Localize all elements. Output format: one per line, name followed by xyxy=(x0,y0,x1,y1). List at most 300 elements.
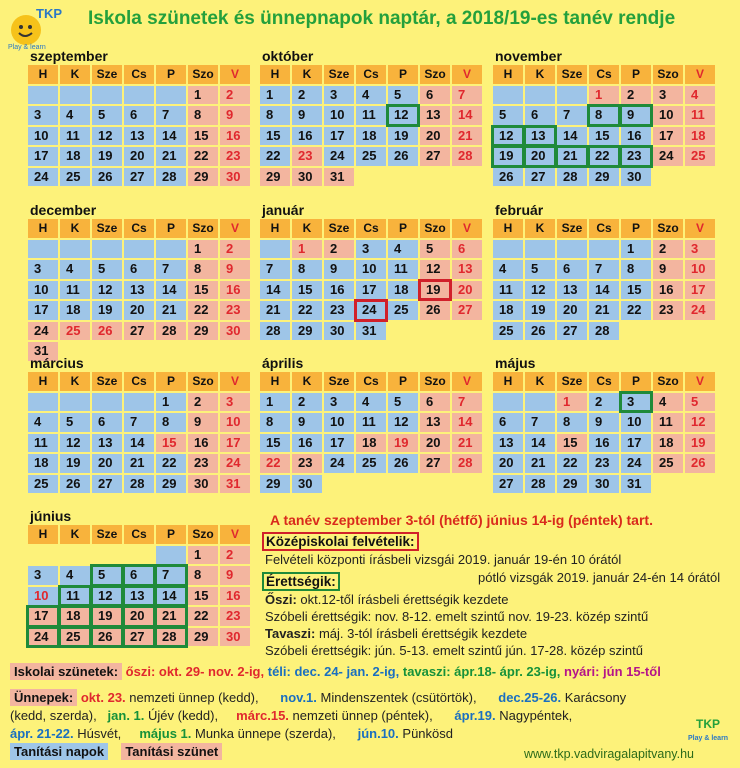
weekday-header: Sze xyxy=(92,525,122,544)
day-cell: 19 xyxy=(525,301,555,320)
day-cell: 23 xyxy=(292,147,322,166)
day-cell: 1 xyxy=(188,240,218,259)
tkp-logo-small-sub: Play & learn xyxy=(688,735,729,742)
day-cell: 8 xyxy=(260,106,290,125)
day-cell: 9 xyxy=(621,106,651,125)
day-cell: 19 xyxy=(420,281,450,300)
day-cell: 14 xyxy=(156,281,186,300)
day-cell: 27 xyxy=(92,475,122,494)
weekday-header: H xyxy=(28,525,58,544)
month-június xyxy=(28,508,250,646)
day-cell: 31 xyxy=(621,475,651,494)
empty-cell xyxy=(60,546,90,565)
day-cell: 20 xyxy=(124,301,154,320)
day-cell: 8 xyxy=(589,106,619,125)
szunet-tavaszi: tavaszi: ápr.18- ápr. 23-ig, xyxy=(402,664,561,679)
erett-oszi xyxy=(265,592,509,607)
month-name: szeptember xyxy=(30,48,108,64)
month-name: március xyxy=(30,355,84,371)
day-cell: 6 xyxy=(420,393,450,412)
day-cell: 10 xyxy=(324,413,354,432)
day-cell: 26 xyxy=(92,168,122,187)
day-cell: 14 xyxy=(124,434,154,453)
day-cell: 17 xyxy=(324,434,354,453)
day-cell: 21 xyxy=(124,454,154,473)
weekday-header: H xyxy=(260,65,290,84)
day-cell: 6 xyxy=(92,413,122,432)
day-cell: 17 xyxy=(28,607,58,626)
day-cell: 7 xyxy=(525,413,555,432)
day-cell: 2 xyxy=(589,393,619,412)
weekday-header: H xyxy=(493,219,523,238)
empty-cell xyxy=(124,546,154,565)
weekday-header: Szo xyxy=(188,65,218,84)
day-cell: 22 xyxy=(156,454,186,473)
empty-cell xyxy=(493,240,523,259)
erett-oszi-text: okt.12-től írásbeli érettségik kezdete xyxy=(296,592,509,607)
weekday-header: K xyxy=(60,525,90,544)
unnepek-segment: Mindenszentek (csütörtök), xyxy=(316,690,477,705)
day-cell: 4 xyxy=(356,393,386,412)
tkp-logo xyxy=(4,2,64,50)
weekday-header: Sze xyxy=(324,372,354,391)
weekday-header: H xyxy=(28,65,58,84)
day-cell: 14 xyxy=(452,413,482,432)
day-cell: 13 xyxy=(493,434,523,453)
weekday-header: V xyxy=(452,65,482,84)
day-cell: 14 xyxy=(156,587,186,606)
day-cell: 2 xyxy=(292,393,322,412)
day-cell: 24 xyxy=(324,147,354,166)
day-cell: 30 xyxy=(220,322,250,341)
day-cell: 25 xyxy=(653,454,683,473)
weekday-header: P xyxy=(156,65,186,84)
month-május xyxy=(493,355,715,493)
weekday-header: V xyxy=(685,219,715,238)
day-cell: 30 xyxy=(220,628,250,647)
empty-cell xyxy=(124,393,154,412)
day-cell: 10 xyxy=(356,260,386,279)
day-cell: 21 xyxy=(156,147,186,166)
day-cell: 10 xyxy=(653,106,683,125)
day-cell: 18 xyxy=(60,301,90,320)
day-cell: 30 xyxy=(292,168,322,187)
day-cell: 30 xyxy=(292,475,322,494)
day-cell: 15 xyxy=(557,434,587,453)
day-cell: 20 xyxy=(420,127,450,146)
month-grid xyxy=(260,372,482,493)
day-cell: 9 xyxy=(292,413,322,432)
day-cell: 23 xyxy=(220,147,250,166)
month-grid xyxy=(493,65,715,186)
day-cell: 22 xyxy=(589,147,619,166)
month-grid xyxy=(260,219,482,340)
day-cell: 7 xyxy=(156,106,186,125)
unnepek-segment: nemzeti ünnep (kedd), xyxy=(125,690,259,705)
day-cell: 28 xyxy=(525,475,555,494)
weekday-header: K xyxy=(292,65,322,84)
day-cell: 21 xyxy=(156,301,186,320)
day-cell: 12 xyxy=(60,434,90,453)
day-cell: 1 xyxy=(292,240,322,259)
weekday-header: V xyxy=(220,219,250,238)
day-cell: 12 xyxy=(388,413,418,432)
day-cell: 25 xyxy=(28,475,58,494)
unnepek-l1 xyxy=(81,690,626,705)
erett-tavaszi-text: máj. 3-tól írásbeli érettségik kezdete xyxy=(315,626,528,641)
day-cell: 18 xyxy=(493,301,523,320)
day-cell: 7 xyxy=(557,106,587,125)
empty-cell xyxy=(60,393,90,412)
day-cell: 1 xyxy=(156,393,186,412)
day-cell: 2 xyxy=(621,86,651,105)
day-cell: 21 xyxy=(557,147,587,166)
day-cell: 28 xyxy=(260,322,290,341)
weekday-header: Szo xyxy=(188,372,218,391)
day-cell: 31 xyxy=(356,322,386,341)
day-cell: 21 xyxy=(156,607,186,626)
day-cell: 25 xyxy=(388,301,418,320)
day-cell: 27 xyxy=(124,628,154,647)
day-cell: 19 xyxy=(60,454,90,473)
empty-cell xyxy=(493,393,523,412)
day-cell: 13 xyxy=(525,127,555,146)
weekday-header: K xyxy=(60,219,90,238)
day-cell: 5 xyxy=(60,413,90,432)
weekday-header: P xyxy=(388,219,418,238)
day-cell: 13 xyxy=(557,281,587,300)
unnepek-segment: jan. 1. xyxy=(96,708,145,723)
weekday-header: K xyxy=(60,372,90,391)
day-cell: 14 xyxy=(525,434,555,453)
day-cell: 23 xyxy=(653,301,683,320)
day-cell: 5 xyxy=(388,86,418,105)
month-name: április xyxy=(262,355,304,371)
day-cell: 21 xyxy=(452,434,482,453)
day-cell: 7 xyxy=(452,393,482,412)
unnepek-segment: május 1. xyxy=(121,726,192,741)
day-cell: 24 xyxy=(653,147,683,166)
month-grid xyxy=(28,525,250,646)
day-cell: 5 xyxy=(92,566,122,585)
empty-cell xyxy=(156,546,186,565)
day-cell: 24 xyxy=(324,454,354,473)
day-cell: 11 xyxy=(28,434,58,453)
day-cell: 11 xyxy=(685,106,715,125)
day-cell: 27 xyxy=(452,301,482,320)
day-cell: 10 xyxy=(685,260,715,279)
unnepek-segment: Nagypéntek, xyxy=(495,708,573,723)
day-cell: 8 xyxy=(188,566,218,585)
unnepek-segment: ápr. 21-22. xyxy=(10,726,74,741)
erett-oszi-label: Őszi: xyxy=(265,592,297,607)
day-cell: 18 xyxy=(60,607,90,626)
szunetek-row xyxy=(10,664,661,679)
weekday-header: K xyxy=(60,65,90,84)
day-cell: 20 xyxy=(124,607,154,626)
day-cell: 22 xyxy=(260,147,290,166)
day-cell: 7 xyxy=(589,260,619,279)
day-cell: 1 xyxy=(260,393,290,412)
day-cell: 31 xyxy=(324,168,354,187)
day-cell: 21 xyxy=(525,454,555,473)
day-cell: 4 xyxy=(356,86,386,105)
weekday-header: Sze xyxy=(92,65,122,84)
day-cell: 4 xyxy=(685,86,715,105)
day-cell: 6 xyxy=(124,260,154,279)
day-cell: 19 xyxy=(493,147,523,166)
day-cell: 28 xyxy=(156,322,186,341)
day-cell: 27 xyxy=(557,322,587,341)
weekday-header: Sze xyxy=(92,372,122,391)
day-cell: 26 xyxy=(388,454,418,473)
day-cell: 14 xyxy=(260,281,290,300)
month-szeptember xyxy=(28,48,250,186)
empty-cell xyxy=(92,86,122,105)
day-cell: 28 xyxy=(589,322,619,341)
erett-tavaszi-szobeli: Szóbeli érettségik: jún. 5-13. emelt szintű jún. 17-28. közép szintű xyxy=(265,643,643,658)
website-link[interactable]: www.tkp.vadviragalapitvany.hu xyxy=(524,747,694,761)
weekday-header: P xyxy=(621,219,651,238)
day-cell: 2 xyxy=(324,240,354,259)
day-cell: 27 xyxy=(493,475,523,494)
day-cell: 23 xyxy=(324,301,354,320)
month-grid xyxy=(260,65,482,186)
day-cell: 17 xyxy=(28,301,58,320)
page-title: Iskola szünetek és ünnepnapok naptár, a 2018/19-es tanév rendje xyxy=(88,8,676,29)
empty-cell xyxy=(28,546,58,565)
weekday-header: P xyxy=(156,525,186,544)
weekday-header: V xyxy=(452,219,482,238)
weekday-header: Cs xyxy=(356,65,386,84)
day-cell: 28 xyxy=(557,168,587,187)
day-cell: 3 xyxy=(28,260,58,279)
day-cell: 31 xyxy=(28,342,58,361)
weekday-header: K xyxy=(292,219,322,238)
day-cell: 24 xyxy=(28,628,58,647)
month-grid xyxy=(28,219,250,361)
weekday-header: V xyxy=(220,525,250,544)
empty-cell xyxy=(589,240,619,259)
empty-cell xyxy=(260,240,290,259)
day-cell: 18 xyxy=(685,127,715,146)
day-cell: 15 xyxy=(621,281,651,300)
empty-cell xyxy=(28,240,58,259)
day-cell: 4 xyxy=(388,240,418,259)
day-cell: 10 xyxy=(28,127,58,146)
day-cell: 12 xyxy=(685,413,715,432)
month-január xyxy=(260,202,482,340)
day-cell: 23 xyxy=(220,301,250,320)
kozep-line2: pótló vizsgák 2019. január 24-én 14 órától xyxy=(478,570,721,585)
day-cell: 29 xyxy=(156,475,186,494)
day-cell: 18 xyxy=(60,147,90,166)
day-cell: 9 xyxy=(589,413,619,432)
day-cell: 16 xyxy=(589,434,619,453)
weekday-header: Szo xyxy=(188,525,218,544)
day-cell: 24 xyxy=(621,454,651,473)
day-cell: 5 xyxy=(685,393,715,412)
empty-cell xyxy=(28,393,58,412)
weekday-header: P xyxy=(621,372,651,391)
weekday-header: Sze xyxy=(92,219,122,238)
day-cell: 8 xyxy=(557,413,587,432)
weekday-header: Szo xyxy=(420,219,450,238)
day-cell: 13 xyxy=(452,260,482,279)
day-cell: 15 xyxy=(260,434,290,453)
day-cell: 17 xyxy=(653,127,683,146)
day-cell: 26 xyxy=(388,147,418,166)
szunet-teli: téli: dec. 24- jan. 2-ig, xyxy=(267,664,400,679)
month-április xyxy=(260,355,482,493)
weekday-header: Cs xyxy=(124,525,154,544)
day-cell: 8 xyxy=(188,106,218,125)
unnepek-line3 xyxy=(10,726,453,741)
day-cell: 25 xyxy=(356,454,386,473)
day-cell: 5 xyxy=(388,393,418,412)
day-cell: 12 xyxy=(493,127,523,146)
month-grid xyxy=(28,372,250,493)
weekday-header: P xyxy=(621,65,651,84)
erett-tavaszi-label: Tavaszi: xyxy=(265,626,316,641)
erett-tavaszi xyxy=(265,626,527,641)
day-cell: 1 xyxy=(188,546,218,565)
day-cell: 22 xyxy=(292,301,322,320)
unnepek-segment: jún.10. xyxy=(335,726,399,741)
tkp-logo-small-text: TKP xyxy=(696,717,721,731)
weekday-header: H xyxy=(493,372,523,391)
day-cell: 16 xyxy=(621,127,651,146)
day-cell: 30 xyxy=(220,168,250,187)
day-cell: 7 xyxy=(156,260,186,279)
day-cell: 4 xyxy=(60,260,90,279)
day-cell: 14 xyxy=(156,127,186,146)
unnepek-segment: Munka ünnepe (szerda), xyxy=(191,726,336,741)
day-cell: 27 xyxy=(525,168,555,187)
day-cell: 25 xyxy=(356,147,386,166)
logo-text: TKP xyxy=(36,6,62,21)
unnepek-segment: nemzeti ünnep (péntek), xyxy=(288,708,433,723)
day-cell: 18 xyxy=(388,281,418,300)
day-cell: 11 xyxy=(653,413,683,432)
day-cell: 19 xyxy=(92,301,122,320)
unnepek-label: Ünnepek: xyxy=(10,689,77,706)
day-cell: 25 xyxy=(685,147,715,166)
day-cell: 30 xyxy=(324,322,354,341)
day-cell: 5 xyxy=(420,240,450,259)
day-cell: 18 xyxy=(356,434,386,453)
month-március xyxy=(28,355,250,493)
day-cell: 1 xyxy=(188,86,218,105)
erett-oszi-szobeli: Szóbeli érettségik: nov. 8-12. emelt szintű nov. 19-23. közép szintű xyxy=(265,609,649,624)
day-cell: 26 xyxy=(92,322,122,341)
day-cell: 10 xyxy=(324,106,354,125)
day-cell: 4 xyxy=(28,413,58,432)
weekday-header: Cs xyxy=(589,65,619,84)
empty-cell xyxy=(92,393,122,412)
day-cell: 15 xyxy=(156,434,186,453)
day-cell: 3 xyxy=(685,240,715,259)
legend-school-days: Tanítási napok xyxy=(10,743,108,760)
day-cell: 14 xyxy=(589,281,619,300)
weekday-header: H xyxy=(28,219,58,238)
day-cell: 5 xyxy=(92,106,122,125)
day-cell: 16 xyxy=(220,281,250,300)
day-cell: 7 xyxy=(260,260,290,279)
day-cell: 22 xyxy=(260,454,290,473)
day-cell: 11 xyxy=(493,281,523,300)
day-cell: 8 xyxy=(621,260,651,279)
day-cell: 17 xyxy=(621,434,651,453)
unnepek-segment: dec.25-26. xyxy=(476,690,562,705)
month-name: január xyxy=(262,202,305,218)
weekday-header: H xyxy=(28,372,58,391)
weekday-header: V xyxy=(452,372,482,391)
day-cell: 26 xyxy=(493,168,523,187)
day-cell: 28 xyxy=(156,628,186,647)
weekday-header: Sze xyxy=(557,219,587,238)
weekday-header: P xyxy=(388,372,418,391)
day-cell: 25 xyxy=(60,628,90,647)
weekday-header: Cs xyxy=(356,372,386,391)
month-október xyxy=(260,48,482,186)
day-cell: 29 xyxy=(260,168,290,187)
day-cell: 9 xyxy=(653,260,683,279)
day-cell: 22 xyxy=(557,454,587,473)
day-cell: 20 xyxy=(124,147,154,166)
day-cell: 23 xyxy=(621,147,651,166)
day-cell: 24 xyxy=(28,322,58,341)
day-cell: 19 xyxy=(92,147,122,166)
day-cell: 26 xyxy=(60,475,90,494)
day-cell: 26 xyxy=(685,454,715,473)
day-cell: 12 xyxy=(92,127,122,146)
day-cell: 10 xyxy=(220,413,250,432)
unnepek-segment: Újév (kedd), xyxy=(144,708,219,723)
day-cell: 15 xyxy=(188,587,218,606)
day-cell: 20 xyxy=(493,454,523,473)
day-cell: 28 xyxy=(156,168,186,187)
unnepek-segment: Pünkösd xyxy=(398,726,453,741)
day-cell: 12 xyxy=(388,106,418,125)
day-cell: 23 xyxy=(220,607,250,626)
day-cell: 11 xyxy=(60,587,90,606)
weekday-header: Szo xyxy=(188,219,218,238)
day-cell: 24 xyxy=(356,301,386,320)
day-cell: 12 xyxy=(92,587,122,606)
weekday-header: Sze xyxy=(324,219,354,238)
day-cell: 19 xyxy=(685,434,715,453)
unnepek-segment: okt. 23. xyxy=(80,690,126,705)
weekday-header: Cs xyxy=(356,219,386,238)
day-cell: 24 xyxy=(685,301,715,320)
day-cell: 19 xyxy=(388,127,418,146)
day-cell: 13 xyxy=(92,434,122,453)
logo-sub: Play & learn xyxy=(8,44,46,51)
day-cell: 11 xyxy=(356,106,386,125)
day-cell: 5 xyxy=(92,260,122,279)
day-cell: 23 xyxy=(292,454,322,473)
month-grid xyxy=(493,219,715,340)
day-cell: 16 xyxy=(292,434,322,453)
weekday-header: Cs xyxy=(124,65,154,84)
day-cell: 19 xyxy=(92,607,122,626)
school-year-span: A tanév szeptember 3-tól (hétfő) június 14-ig (péntek) tart. xyxy=(270,512,653,528)
weekday-header: Cs xyxy=(124,219,154,238)
day-cell: 17 xyxy=(324,127,354,146)
day-cell: 7 xyxy=(452,86,482,105)
day-cell: 27 xyxy=(420,147,450,166)
